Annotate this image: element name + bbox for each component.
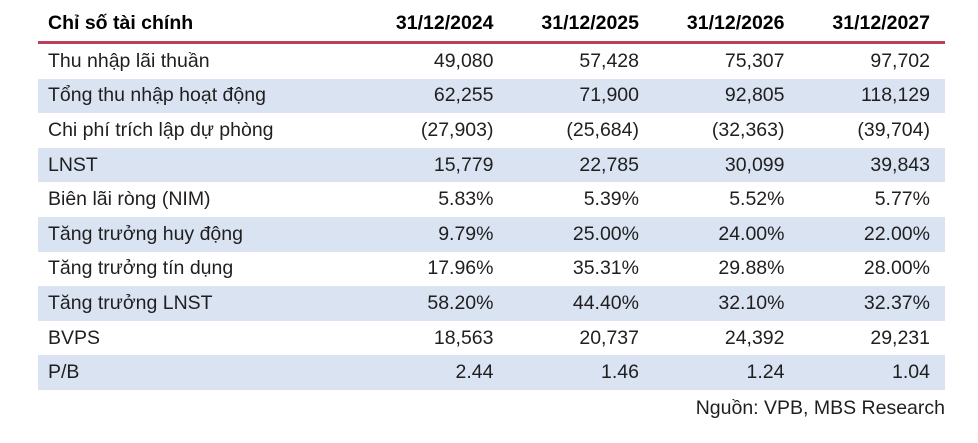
cell-value: 29,231 (870, 326, 930, 349)
table-row (38, 252, 945, 287)
table-body (38, 43, 945, 390)
cell-value: 32.37% (863, 291, 930, 314)
cell-value: (25,684) (566, 118, 639, 141)
cell-value: 1.24 (746, 361, 785, 384)
table-row (38, 113, 945, 148)
cell-value: 18,563 (433, 326, 494, 349)
cell-value: 28.00% (863, 257, 930, 280)
cell-value: 62,255 (433, 84, 494, 107)
cell-value: 58.20% (427, 291, 494, 314)
cell-value: 17.96% (427, 257, 494, 280)
row-label: LNST (48, 153, 98, 176)
cell-value: 2.44 (455, 361, 494, 384)
cell-value: 24.00% (718, 222, 785, 245)
cell-value: (39,704) (857, 118, 930, 141)
row-label: P/B (48, 361, 80, 384)
cell-value: 15,779 (433, 153, 494, 176)
table-row (38, 43, 945, 79)
table-row (38, 79, 945, 114)
cell-value: 71,900 (579, 84, 639, 107)
cell-value: 5.77% (874, 188, 930, 211)
table-row (38, 321, 945, 356)
row-label: Tăng trưởng LNST (48, 291, 213, 314)
cell-value: 5.52% (729, 188, 785, 211)
cell-value: 44.40% (572, 291, 639, 314)
table-row (38, 182, 945, 217)
cell-value: 1.04 (892, 361, 930, 384)
table-header-row (38, 5, 945, 43)
row-label: Tăng trưởng tín dụng (48, 257, 234, 280)
cell-value: 5.83% (438, 188, 494, 211)
cell-value: 5.39% (583, 188, 639, 211)
source-note: Nguồn: VPB, MBS Research (695, 396, 945, 419)
row-label: Chi phí trích lập dự phòng (48, 118, 274, 141)
cell-value: 35.31% (572, 257, 639, 280)
cell-value: 1.46 (601, 361, 639, 384)
cell-value: 25.00% (572, 222, 639, 245)
cell-value: 22.00% (863, 222, 930, 245)
table-header-col-2027: 31/12/2027 (800, 5, 946, 43)
cell-value: 20,737 (579, 326, 639, 349)
cell-value: 30,099 (724, 153, 785, 176)
table-row (38, 355, 945, 390)
table-header-col-2024: 31/12/2024 (363, 5, 509, 43)
cell-value: (32,363) (711, 118, 785, 141)
row-label: BVPS (48, 326, 101, 349)
cell-value: 24,392 (724, 326, 785, 349)
cell-value: 92,805 (724, 84, 785, 107)
table-row (38, 286, 945, 321)
row-label: Thu nhập lãi thuần (48, 49, 210, 72)
row-label: Tổng thu nhập hoạt động (48, 84, 266, 107)
table-header-label: Chỉ số tài chính (38, 5, 363, 43)
table-row (38, 148, 945, 183)
cell-value: 118,129 (860, 84, 930, 107)
row-label: Tăng trưởng huy động (48, 222, 243, 245)
cell-value: (27,903) (420, 118, 494, 141)
cell-value: 22,785 (579, 153, 639, 176)
table-header-col-2025: 31/12/2025 (509, 5, 655, 43)
cell-value: 39,843 (870, 153, 930, 176)
cell-value: 75,307 (724, 49, 785, 72)
cell-value: 49,080 (433, 49, 494, 72)
cell-value: 32.10% (718, 291, 785, 314)
table-row (38, 217, 945, 252)
cell-value: 97,702 (870, 49, 930, 72)
cell-value: 57,428 (579, 49, 639, 72)
row-label: Biên lãi ròng (NIM) (48, 188, 211, 211)
cell-value: 9.79% (438, 222, 494, 245)
financial-metrics-table (38, 5, 945, 390)
cell-value: 29.88% (718, 257, 785, 280)
table-header-col-2026: 31/12/2026 (654, 5, 800, 43)
